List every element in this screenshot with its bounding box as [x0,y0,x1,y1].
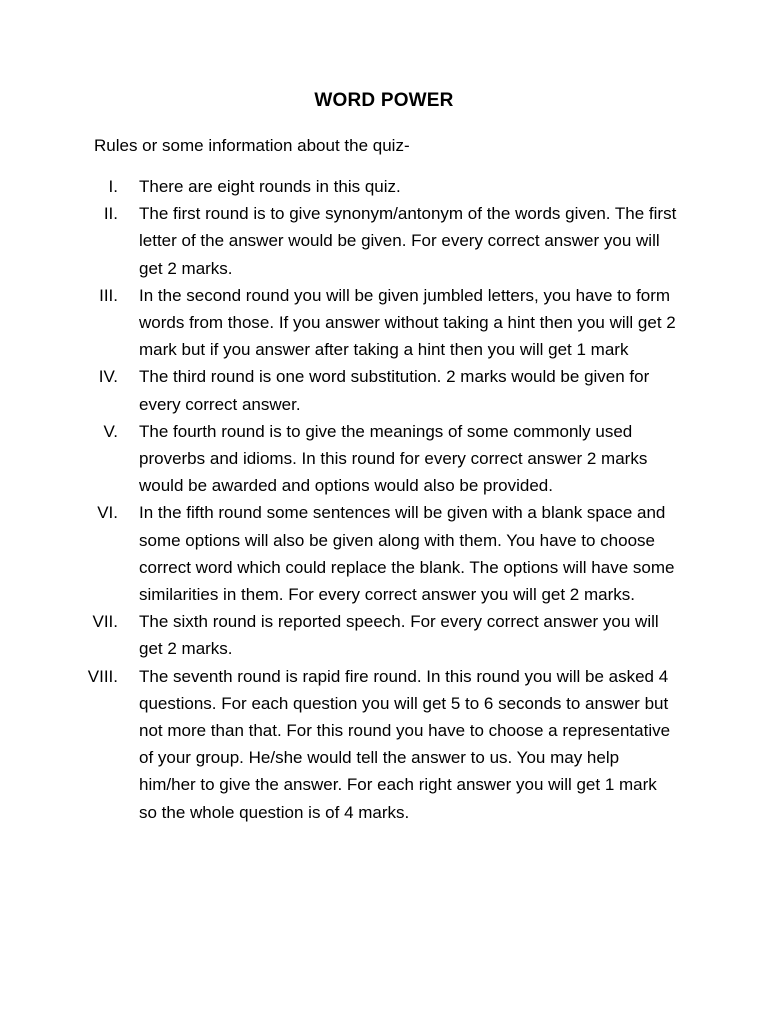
list-item [0,200,700,282]
list-numeral: VIII. [87,666,118,686]
list-item-text: In the second round you will be given jumbled letters, you have to form words from those. If you answer without taking a hint then you will get 2 mark but if you answer after taking a hint then you will get 1 mark [139,285,676,360]
list-numeral: I. [108,177,118,196]
list-numeral: IV. [98,367,118,387]
list-numeral: VI. [97,503,118,523]
list-item-text: The fourth round is to give the meanings of some commonly used proverbs and idioms. In this round for every correct answer 2 marks would be awarded and options would also be provided. [139,421,648,496]
list-item [0,282,700,364]
list-item [0,608,700,662]
rules-list [0,173,700,826]
list-item [0,363,700,417]
list-item-text: There are eight rounds in this quiz. [139,177,401,196]
list-item-text: The seventh round is rapid fire round. In this round you will be asked 4 questions. For each question you will get 5 to 6 seconds to answer but not more than that. For this round you have to choose a representative of your group. He/she would tell the answer to us. You may help him/her to give the answer. For each right answer you will get 1 mark so the whole question is of 4 marks. [139,666,671,822]
list-numeral: III. [99,285,118,305]
list-item [0,663,700,826]
list-item-text: The sixth round is reported speech. For every correct answer you will get 2 marks. [139,612,659,659]
list-item-text: The first round is to give synonym/antonym of the words given. The first letter of the answer would be given. For every correct answer you will get 2 marks. [139,204,677,278]
intro-text: Rules or some information about the quiz- [94,136,410,155]
list-item-text: The third round is one word substitution. 2 marks would be given for every correct answer. [139,367,650,414]
list-item [0,499,700,608]
list-item-text: In the fifth round some sentences will be given with a blank space and some options will also be given along with them. You have to choose correct word which could replace the blank. The options will have some similarities in them. For every correct answer you will get 2 marks. [139,503,675,605]
list-numeral: V. [103,421,118,441]
list-numeral: VII. [92,612,118,632]
list-item [0,418,700,500]
list-item [0,173,700,200]
list-numeral: II. [103,204,118,224]
page-title: WORD POWER [314,90,454,111]
